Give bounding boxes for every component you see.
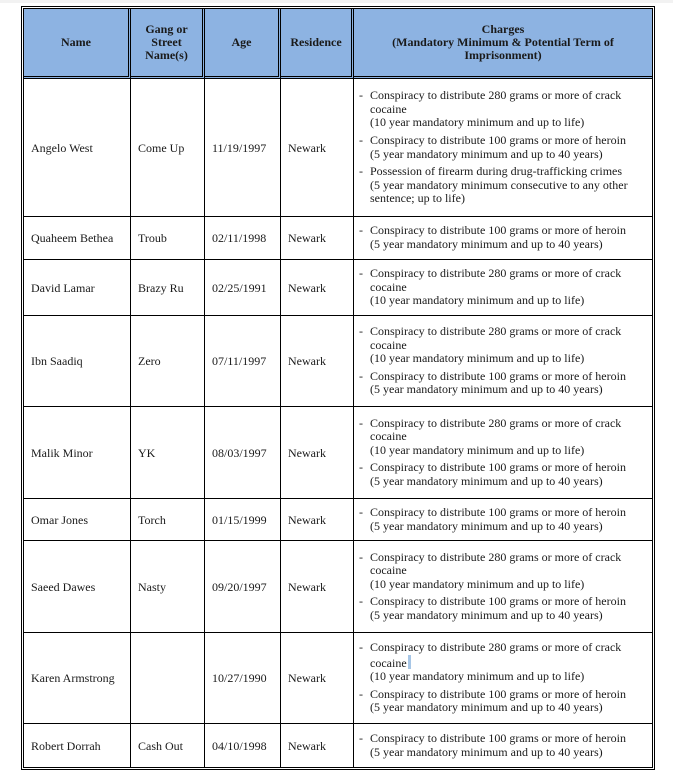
cell-age: 07/11/1997 (205, 316, 281, 407)
header-residence: Residence (281, 9, 354, 79)
charge-list (358, 551, 648, 623)
cell-age: 04/10/1998 (205, 724, 281, 767)
charge-term: (10 year mandatory minimum and up to life) (370, 669, 585, 684)
cell-gang: Nasty (131, 541, 205, 633)
cell-gang: Brazy Ru (131, 260, 205, 316)
charge-item (358, 134, 648, 161)
charge-text: Conspiracy to distribute 100 grams or more of heroin (370, 460, 626, 475)
cell-name: Angelo West (24, 79, 131, 217)
cell-residence: Newark (281, 407, 354, 499)
charge-item (358, 461, 648, 488)
cell-name: Saeed Dawes (24, 541, 131, 633)
cell-charges (354, 407, 652, 499)
cell-residence: Newark (281, 541, 354, 633)
cell-name: Malik Minor (24, 407, 131, 499)
charge-term: (10 year mandatory minimum and up to life) (370, 442, 585, 457)
table-row (24, 316, 652, 407)
charge-term: (5 year mandatory minimum and up to 40 years) (370, 700, 603, 715)
charge-text: Conspiracy to distribute 280 grams or more of crack cocaine (370, 415, 622, 444)
charge-item (358, 165, 648, 206)
charge-term: (5 year mandatory minimum and up to 40 years) (370, 518, 603, 533)
charge-item (358, 325, 648, 366)
charge-term: (5 year mandatory minimum and up to 40 years) (370, 607, 603, 622)
charge-item (358, 551, 648, 592)
charge-item (358, 417, 648, 458)
cell-residence: Newark (281, 260, 354, 316)
table-row (24, 79, 652, 217)
table-row (24, 407, 652, 499)
charge-text: Conspiracy to distribute 100 grams or more of heroin (370, 132, 626, 147)
cell-name: Omar Jones (24, 499, 131, 541)
charge-list (358, 89, 648, 206)
charge-list (358, 506, 648, 533)
charge-list (358, 732, 648, 759)
charge-item (358, 506, 648, 533)
table-row (24, 499, 652, 541)
cell-charges (354, 79, 652, 217)
charge-item (358, 224, 648, 251)
charge-item (358, 595, 648, 622)
cell-charges (354, 633, 652, 724)
charge-list (358, 417, 648, 489)
cell-residence: Newark (281, 499, 354, 541)
cell-gang (131, 633, 205, 724)
table-row (24, 724, 652, 767)
charge-term: (10 year mandatory minimum and up to life) (370, 293, 585, 308)
charge-text: Conspiracy to distribute 100 grams or more of heroin (370, 368, 626, 383)
header-charges: Charges (Mandatory Minimum & Potential Term of Imprisonment) (354, 9, 652, 79)
charge-term: (5 year mandatory minimum and up to 40 years) (370, 744, 603, 759)
header-age: Age (205, 9, 281, 79)
cell-name: Quaheem Bethea (24, 217, 131, 260)
charge-text: Conspiracy to distribute 100 grams or more of heroin (370, 730, 626, 745)
charge-list (358, 267, 648, 308)
charge-text: Possession of firearm during drug-trafficking crimes (370, 164, 623, 179)
cell-residence: Newark (281, 633, 354, 724)
cell-gang: YK (131, 407, 205, 499)
defendants-table (21, 6, 655, 770)
charge-term: (5 year mandatory minimum consecutive to any other sentence; up to life) (370, 177, 628, 206)
charge-text: Conspiracy to distribute 100 grams or more of heroin (370, 686, 626, 701)
charge-list (358, 224, 648, 251)
charge-item (358, 370, 648, 397)
cell-gang: Cash Out (131, 724, 205, 767)
cell-charges (354, 217, 652, 260)
cell-residence: Newark (281, 217, 354, 260)
charge-term: (10 year mandatory minimum and up to life) (370, 351, 585, 366)
charge-text: Conspiracy to distribute 280 grams or more of crack cocaine (370, 640, 622, 670)
cell-gang: Troub (131, 217, 205, 260)
charge-item (358, 732, 648, 759)
cell-age: 01/15/1999 (205, 499, 281, 541)
charge-item (358, 89, 648, 130)
charge-term: (10 year mandatory minimum and up to life) (370, 576, 585, 591)
charge-text: Conspiracy to distribute 280 grams or more of crack cocaine (370, 549, 622, 578)
header-gang: Gang or Street Name(s) (131, 9, 205, 79)
charge-item (358, 688, 648, 715)
text-cursor (408, 655, 411, 669)
cell-name: Robert Dorrah (24, 724, 131, 767)
cell-charges (354, 260, 652, 316)
charge-list (358, 641, 648, 715)
cell-age: 02/25/1991 (205, 260, 281, 316)
cell-gang: Zero (131, 316, 205, 407)
charge-item (358, 641, 648, 684)
charge-text: Conspiracy to distribute 280 grams or more of crack cocaine (370, 88, 622, 116)
charge-term: (5 year mandatory minimum and up to 40 years) (370, 382, 603, 397)
table-row (24, 217, 652, 260)
charge-term: (5 year mandatory minimum and up to 40 years) (370, 237, 603, 251)
charge-text: Conspiracy to distribute 280 grams or more of crack cocaine (370, 324, 622, 352)
table-row (24, 633, 652, 724)
charge-item (358, 267, 648, 308)
cell-age: 11/19/1997 (205, 79, 281, 217)
cell-charges (354, 541, 652, 633)
charge-text: Conspiracy to distribute 100 grams or more of heroin (370, 504, 626, 519)
table-row (24, 260, 652, 316)
cell-charges (354, 499, 652, 541)
cell-gang: Come Up (131, 79, 205, 217)
cell-age: 10/27/1990 (205, 633, 281, 724)
cell-charges (354, 724, 652, 767)
cell-age: 02/11/1998 (205, 217, 281, 260)
charge-text: Conspiracy to distribute 280 grams or more of crack cocaine (370, 266, 622, 294)
cell-residence: Newark (281, 79, 354, 217)
header-name: Name (24, 9, 131, 79)
table-row (24, 541, 652, 633)
cell-age: 09/20/1997 (205, 541, 281, 633)
charge-term: (5 year mandatory minimum and up to 40 years) (370, 473, 603, 488)
table-body (24, 79, 652, 767)
charge-term: (10 year mandatory minimum and up to life) (370, 115, 585, 130)
cell-residence: Newark (281, 724, 354, 767)
cell-name: David Lamar (24, 260, 131, 316)
cell-residence: Newark (281, 316, 354, 407)
header-row (24, 9, 652, 79)
charge-text: Conspiracy to distribute 100 grams or more of heroin (370, 223, 626, 238)
cell-name: Karen Armstrong (24, 633, 131, 724)
cell-age: 08/03/1997 (205, 407, 281, 499)
charge-term: (5 year mandatory minimum and up to 40 years) (370, 146, 603, 161)
cell-name: Ibn Saadiq (24, 316, 131, 407)
cell-charges (354, 316, 652, 407)
charge-text: Conspiracy to distribute 100 grams or more of heroin (370, 594, 626, 609)
cell-gang: Torch (131, 499, 205, 541)
viewer-top-edge (0, 0, 673, 3)
charge-list (358, 325, 648, 397)
